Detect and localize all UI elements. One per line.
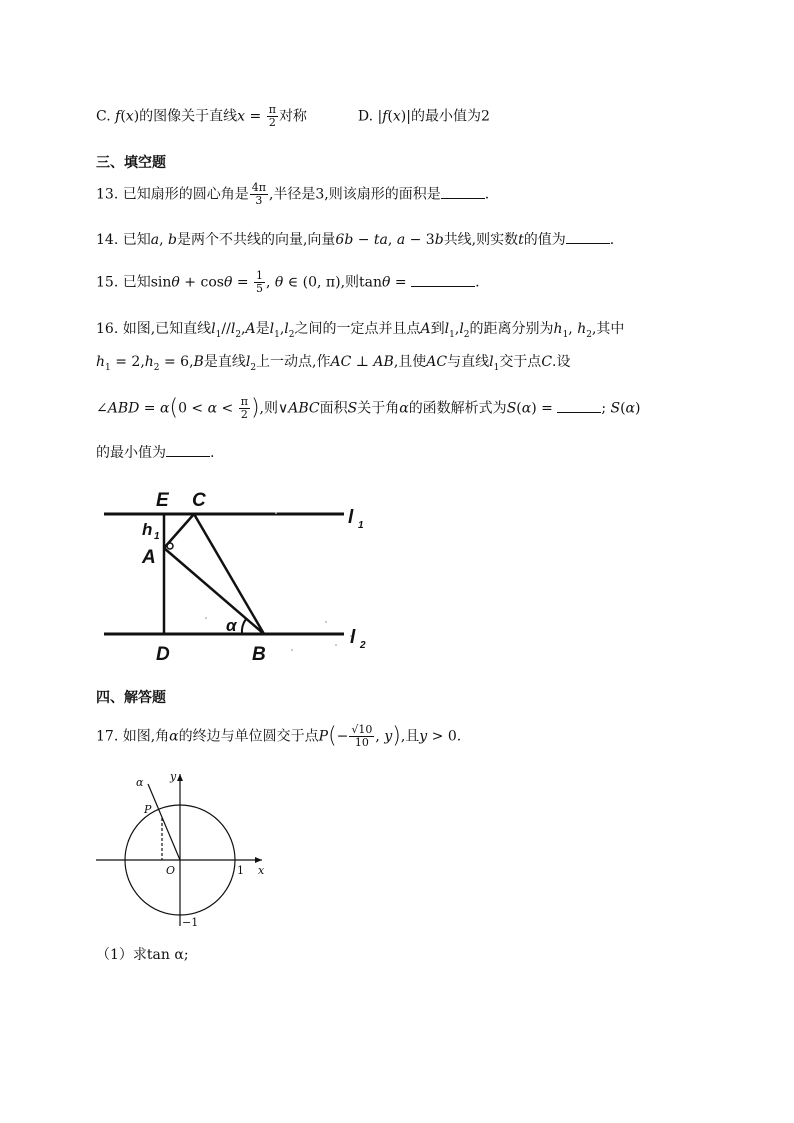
label-l1: l bbox=[348, 507, 354, 528]
label-l2: l bbox=[350, 627, 356, 648]
q14-number: 14. bbox=[96, 232, 119, 248]
label-y: y bbox=[170, 770, 177, 783]
tan-alpha-expression: tan α bbox=[146, 947, 184, 963]
label-x: x bbox=[258, 864, 265, 877]
q15-fraction: $\frac{1}{5}$ bbox=[256, 269, 264, 295]
label-alpha: α bbox=[136, 776, 144, 789]
figure-q16-parallel-lines bbox=[96, 485, 386, 665]
q17-number: 17. bbox=[96, 728, 119, 745]
svg-text:1: 1 bbox=[358, 520, 364, 531]
question-17-part-1: （1）求tan α; bbox=[96, 947, 189, 963]
option-d-label: D. bbox=[357, 108, 374, 125]
segment-AB bbox=[164, 548, 264, 634]
svg-text:1: 1 bbox=[154, 531, 160, 542]
option-d-text: 的最小值为 bbox=[410, 108, 481, 125]
section-heading-fill-blank: 三、填空题 bbox=[96, 155, 166, 171]
label-D: D bbox=[156, 644, 170, 665]
question-17: 17. 如图,角α的终边与单位圆交于点P(− $\frac{√10}{10}$ , y),且y > 0. bbox=[96, 723, 462, 749]
label-B: B bbox=[252, 644, 266, 665]
label-P: P bbox=[144, 803, 152, 816]
fx-expression: f bbox=[115, 108, 121, 125]
label-O: O bbox=[166, 864, 176, 877]
q16-answer-blank-2 bbox=[166, 442, 210, 457]
q16-number: 16. bbox=[96, 321, 119, 337]
q13-fraction: $\frac{4\pi}{3}$ bbox=[251, 181, 266, 207]
y-axis-arrow-icon bbox=[177, 774, 183, 781]
pi-over-2-fraction: $\frac{\pi}{2}$ bbox=[268, 103, 276, 129]
option-c-text: 的图像关于直线 bbox=[139, 108, 238, 125]
option-d-value: 2 bbox=[480, 108, 490, 125]
option-c-d-line: C. f(x)的图像关于直线x = $\frac{\pi}{2}$ 对称 D. |f(x)|的最小值为2 bbox=[96, 103, 490, 129]
q17-fraction: $\frac{√10}{10}$ bbox=[351, 723, 373, 749]
question-13: 13. 已知扇形的圆心角是 $\frac{4\pi}{3}$ ,半径是3,则该扇形的面积是 . bbox=[96, 181, 490, 207]
q15-answer-blank bbox=[411, 272, 475, 287]
question-16-line-2: $h_1 = 2,h_2 = 6,B$是直线$l_2$上一动点,作AC ⊥ AB,且使AC与直线$l_1$交于点C.设 bbox=[96, 354, 571, 373]
svg-text:2: 2 bbox=[360, 640, 366, 651]
figure-q17-unit-circle bbox=[92, 768, 272, 938]
q16-answer-blank-1 bbox=[557, 398, 601, 413]
question-14: 14. 已知a, b是两个不共线的向量,向量6b − ta, a − 3b共线,则实数t的值为 . bbox=[96, 229, 614, 250]
question-16-line-3: ∠ABD = α(0 < α < $\frac{\pi}{2}$ ),则∨ABC面积S关于角α的函数解析式为S(α) = ; S(α) bbox=[96, 395, 641, 421]
terminal-side-alpha bbox=[148, 784, 180, 860]
q13-text: 已知扇形的圆心角是 bbox=[122, 186, 249, 203]
label-one: 1 bbox=[237, 864, 244, 877]
q13-number: 13. bbox=[96, 186, 119, 203]
q13-tail: ,半径是3,则该扇形的面积是 bbox=[268, 186, 441, 203]
label-h1: h bbox=[142, 520, 153, 539]
angle-alpha-arc bbox=[242, 619, 246, 634]
label-C: C bbox=[192, 490, 206, 511]
q14-answer-blank bbox=[566, 229, 610, 244]
question-16-line-1: 16. 如图,已知直线$l_1//l_2,A$是$l_1,l_2$之间的一定点并且点A到$l_1,l_2$的距离分别为$h_1$, $h_2$,其中 bbox=[96, 321, 625, 340]
section-heading-solutions: 四、解答题 bbox=[96, 690, 166, 706]
option-c-label: C. bbox=[96, 108, 111, 125]
question-16-line-4: 的最小值为 . bbox=[96, 442, 214, 463]
label-E: E bbox=[156, 490, 169, 511]
label-A: A bbox=[142, 547, 156, 568]
option-c-tail: 对称 bbox=[278, 108, 307, 125]
label-neg-one: −1 bbox=[182, 916, 199, 929]
q15-number: 15. bbox=[96, 274, 119, 291]
label-alpha: α bbox=[226, 616, 237, 635]
question-15: 15. 已知sinθ + cosθ = $\frac{1}{5}$ , θ ∈ (0, π),则tanθ = . bbox=[96, 269, 480, 295]
x-axis-arrow-icon bbox=[255, 857, 262, 863]
q13-answer-blank bbox=[441, 184, 485, 199]
